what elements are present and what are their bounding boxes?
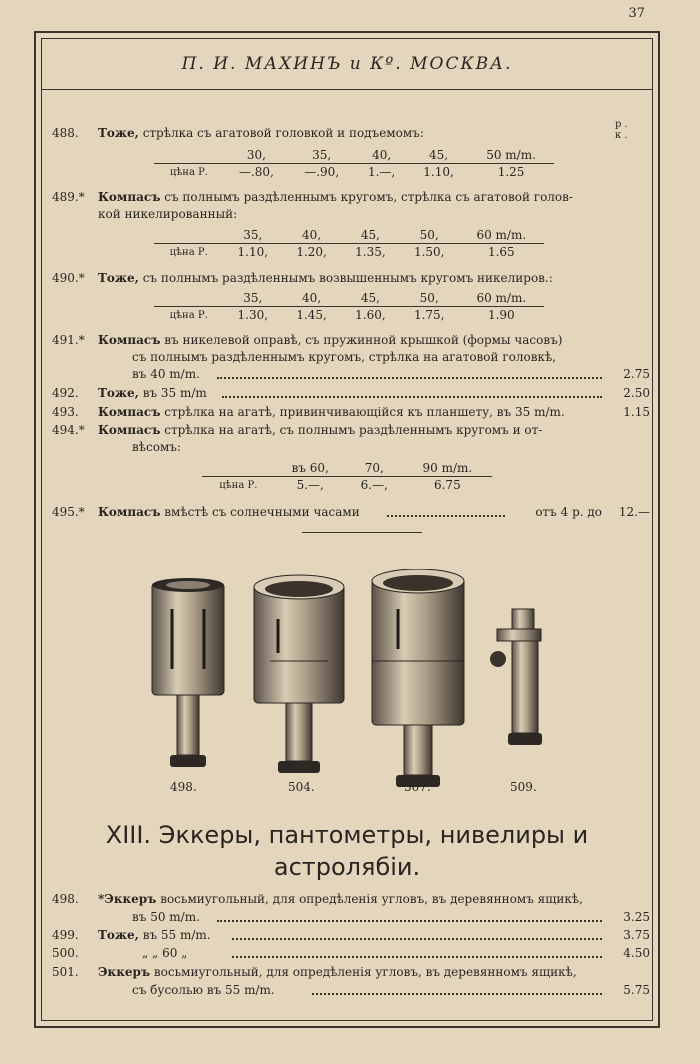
figure-label: 509.	[510, 780, 537, 794]
price-cell: 1.—,	[367, 165, 396, 179]
entry-number: 492.	[52, 386, 79, 400]
entry-490	[52, 270, 650, 287]
entry-493	[52, 404, 650, 421]
entry-number: 494.*	[52, 423, 85, 437]
entry-text-line2: вѣсомъ:	[132, 440, 181, 454]
entry-text: восьмиугольный, для опредѣленія угловъ, въ деревянномъ ящикѣ,	[150, 965, 577, 979]
separator-rule	[302, 532, 422, 533]
entry-number: 500.	[52, 946, 79, 960]
size-cell: 60 m/m.	[459, 227, 544, 244]
entry-lead: Тоже,	[98, 271, 139, 285]
entry-number: 501.	[52, 965, 79, 979]
price-cell: 1.10,	[237, 245, 269, 259]
page-frame	[34, 31, 660, 1028]
price-cell: 1.35,	[355, 245, 386, 259]
size-cell: 35,	[289, 147, 354, 164]
price-cell: 1.20,	[296, 245, 327, 259]
price-cell: 1.45,	[296, 308, 327, 322]
size-cell: 40,	[354, 147, 409, 164]
entry-494	[52, 422, 650, 456]
level-illustration-509	[490, 609, 542, 745]
entry-text: въ 55 m/m.	[138, 928, 211, 942]
section-title-line1: XIII. Эккеры, пантометры, нивелиры и	[105, 821, 589, 849]
compass-square-illustration-507	[372, 569, 464, 787]
entry-488	[52, 125, 650, 142]
entry-number: 491.*	[52, 333, 85, 347]
entry-498-price-row	[52, 909, 650, 926]
entry-491	[52, 332, 650, 366]
price-cell: 1.10,	[423, 165, 454, 179]
price-range: отъ 4 р. до	[535, 505, 602, 519]
entry-text: стрѣлка съ агатовой головкой и подъемомъ:	[138, 126, 424, 140]
price-cell: 1.75,	[413, 308, 445, 322]
entry-text-line2: въ 50 m/m.	[132, 910, 200, 924]
entry-lead: *Эккеръ	[98, 892, 157, 906]
entry-text: съ полнымъ раздѣленнымъ возвышеннымъ кругомъ никелиров.:	[138, 271, 553, 285]
entry-lead: Тоже,	[98, 386, 139, 400]
entry-text: въ 35 m/m	[138, 386, 207, 400]
size-table-490	[154, 290, 544, 323]
entry-499	[52, 927, 650, 944]
size-cell: 30,	[224, 147, 289, 164]
entry-number: 495.*	[52, 505, 85, 519]
size-cell: 35,	[223, 227, 282, 244]
catalog-header: П. И. МАХИНЪ и Кº. МОСКВА.	[42, 39, 652, 90]
entry-price: 2.50	[623, 386, 650, 400]
entry-number: 489.*	[52, 190, 85, 204]
entry-text: съ полнымъ раздѣленнымъ кругомъ, стрѣлка съ агатовой голов-	[160, 190, 573, 204]
figure-label: 498.	[170, 780, 197, 794]
entry-lead: Тоже,	[98, 928, 139, 942]
entry-text: восьмиугольный, для опредѣленія угловъ, въ деревянномъ ящикѣ,	[156, 892, 583, 906]
entry-501	[52, 964, 650, 981]
size-table-494	[202, 460, 492, 493]
entry-495	[52, 504, 650, 521]
entry-number: 498.	[52, 892, 79, 906]
entry-text-line2: съ бусолью въ 55 m/m.	[132, 983, 275, 997]
entry-498	[52, 891, 650, 908]
page-frame-inner	[41, 38, 653, 1021]
octagonal-square-illustration	[152, 578, 224, 767]
entry-492	[52, 385, 650, 402]
entry-489	[52, 189, 650, 223]
entry-text-line3: въ 40 m/m.	[132, 367, 200, 381]
entry-text-line2: съ полнымъ раздѣленнымъ кругомъ, стрѣлка на агатовой головкѣ,	[132, 350, 557, 364]
entry-price: 4.50	[623, 946, 650, 960]
dot-leader	[232, 945, 602, 958]
size-cell: 40,	[282, 290, 341, 307]
entry-number: 490.*	[52, 271, 85, 285]
dot-leader	[312, 982, 602, 995]
entry-text: стрѣлка на агатѣ, съ полнымъ раздѣленнымъ кругомъ и от-	[160, 423, 543, 437]
entry-price: 2.75	[623, 367, 650, 381]
price-cell: 1.50,	[413, 245, 445, 259]
price-cell: 1.30,	[237, 308, 269, 322]
size-cell: въ 60,	[275, 460, 346, 477]
size-cell: 35,	[223, 290, 282, 307]
size-cell: 70,	[346, 460, 403, 477]
price-label: цѣна Р.	[169, 166, 208, 178]
entry-price: 3.75	[623, 928, 650, 942]
entry-number: 499.	[52, 928, 79, 942]
section-title-line2: астролябіи.	[273, 853, 421, 881]
entry-491-price-row	[52, 366, 650, 383]
entry-lead: Компасъ	[98, 423, 161, 437]
entry-lead: Компасъ	[98, 190, 161, 204]
entry-text: „ „ 60 „	[142, 946, 188, 960]
figure-label: 507.	[404, 780, 431, 794]
instrument-illustrations	[42, 569, 656, 799]
price-cell: —.90,	[304, 165, 340, 179]
size-table-489	[154, 227, 544, 260]
entry-text-line2: кой никелированный:	[98, 207, 238, 221]
compass-square-illustration-504	[254, 575, 344, 773]
price-cell: —.80,	[238, 165, 274, 179]
price-label: цѣна Р.	[169, 309, 208, 321]
price-cell: 1.90	[487, 308, 515, 322]
size-cell: 45,	[341, 227, 400, 244]
size-cell: 40,	[282, 227, 341, 244]
entry-501-price-row	[52, 982, 650, 999]
currency-label: р. к.	[615, 119, 631, 141]
entry-lead: Компасъ	[98, 405, 161, 419]
entry-price: 12.—	[618, 505, 650, 519]
price-cell: 5.—,	[296, 478, 324, 492]
entry-lead: Компасъ	[98, 505, 161, 519]
price-cell: 6.—,	[360, 478, 388, 492]
size-cell: 45,	[341, 290, 400, 307]
entry-lead: Компасъ	[98, 333, 161, 347]
section-title	[42, 819, 652, 883]
dot-leader	[222, 385, 602, 398]
size-cell: 50,	[400, 227, 459, 244]
dot-leader	[217, 366, 602, 379]
size-table-488	[154, 147, 554, 180]
price-cell: 1.65	[487, 245, 515, 259]
entry-text: въ никелевой оправѣ, съ пружинной крышкой (формы часовъ)	[160, 333, 563, 347]
price-cell: 1.25	[497, 165, 525, 179]
price-cell: 6.75	[433, 478, 461, 492]
price-label: цѣна Р.	[169, 246, 208, 258]
page-number: 37	[628, 6, 645, 21]
entry-500	[52, 945, 650, 962]
size-cell: 45,	[409, 147, 468, 164]
dot-leader	[232, 927, 602, 940]
price-label: цѣна Р.	[219, 479, 258, 491]
size-cell: 60 m/m.	[459, 290, 544, 307]
entry-lead: Эккеръ	[98, 965, 151, 979]
entry-number: 488.	[52, 126, 79, 140]
size-cell: 50,	[400, 290, 459, 307]
entry-price: 3.25	[623, 910, 650, 924]
entry-text: вмѣстѣ съ солнечными часами	[160, 505, 360, 519]
entry-text: стрѣлка на агатѣ, привинчивающійся къ планшету, въ 35 m/m.	[160, 405, 565, 419]
entry-lead: Тоже,	[98, 126, 139, 140]
entry-price: 5.75	[623, 983, 650, 997]
size-cell: 90 m/m.	[403, 460, 492, 477]
entry-number: 493.	[52, 405, 79, 419]
size-cell: 50 m/m.	[468, 147, 554, 164]
price-cell: 1.60,	[355, 308, 386, 322]
dot-leader	[387, 504, 505, 517]
entry-price: 1.15	[623, 405, 650, 419]
dot-leader	[217, 909, 602, 922]
figure-label: 504.	[288, 780, 315, 794]
